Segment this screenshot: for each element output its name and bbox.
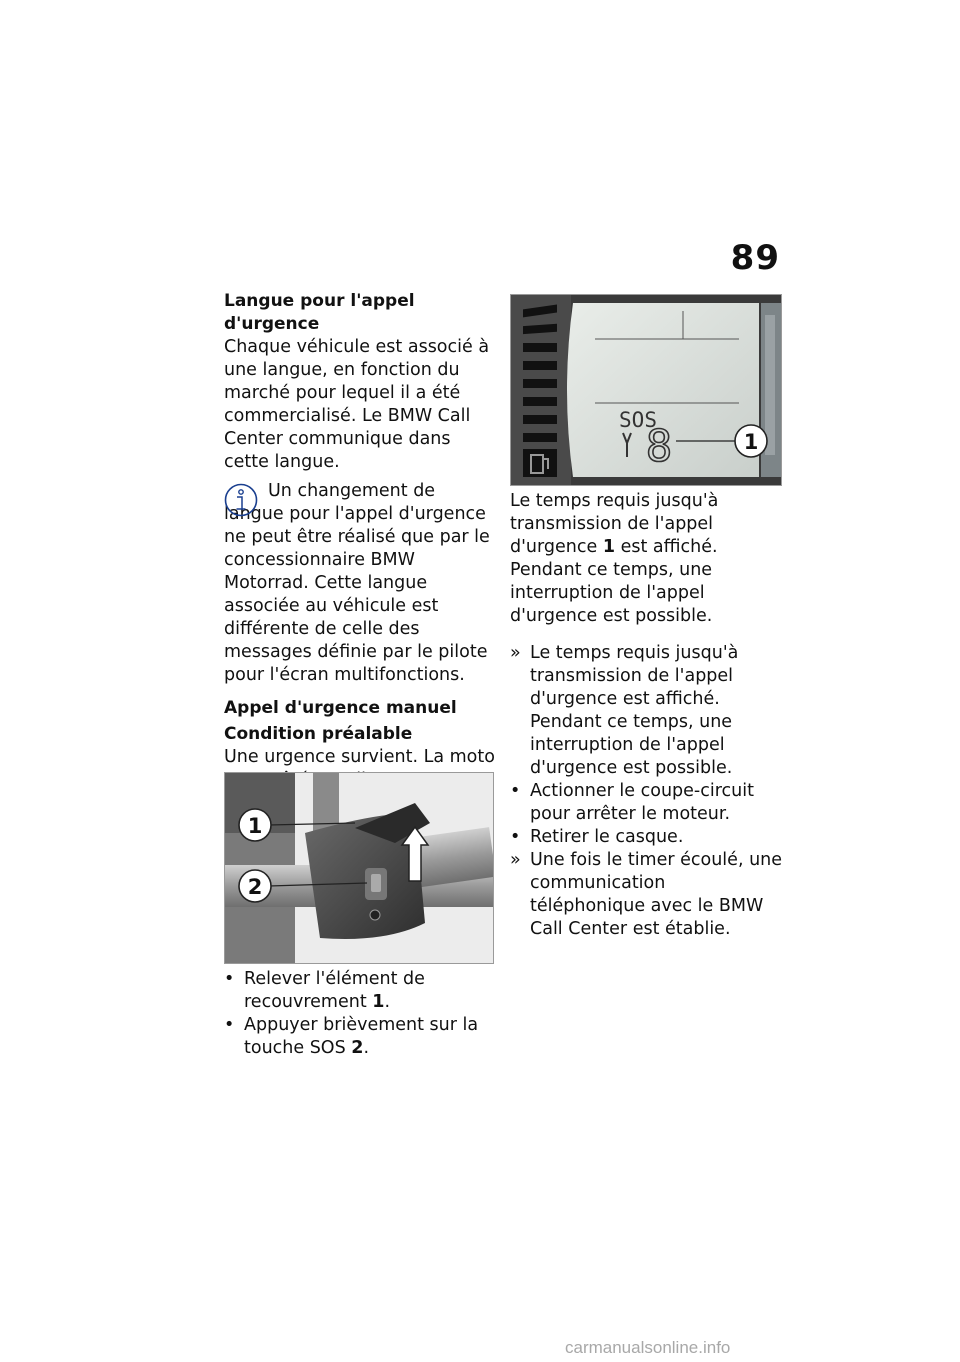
display-figure [510,294,782,486]
page-number: 89 [730,238,780,278]
callout-2: 2 [247,875,263,899]
tft-display-illustration [511,295,781,485]
handlebar-illustration [225,773,493,963]
bullet-icon: • [510,781,521,801]
paragraph-intro: Le temps requis jusqu'à transmission de l'appel d'urgence 1 est affiché. Pendant ce temps, une interruption de l'appel d'urgence est possible. [510,491,719,626]
action-steps [224,968,496,1060]
countdown-digit: 8 [645,421,673,472]
heading-langue: Langue pour l'appel d'urgence [224,291,415,334]
callout-1: 1 [743,430,759,454]
paragraph-condition: Une urgence survient. La moto [224,747,495,767]
info-note-text: Un changement de langue pour l'appel d'urgence ne peut être réalisé que par le concessionnaire BMW Motorrad. Cette langue associée au véhicule est différente de celle des messages définie par le pilote pour l'écran multifonctions. [224,481,490,685]
paragraph-langue: Chaque véhicule est associé à une langue, en fonction du marché pour lequel il a été commercialisé. Le BMW Call Center communique dans cette langue. [224,337,490,472]
result-list [510,642,782,941]
list-item: • Relever l'élément de recouvrement 1. [224,969,425,1012]
sos-label: SOS [619,408,657,432]
footer-watermark: carmanualsonline.info [565,1338,731,1357]
info-note [224,480,496,687]
result-arrow-icon: » [510,643,521,663]
result-arrow-icon: » [510,850,521,870]
bullet-icon: • [510,827,521,847]
handlebar-figure [224,772,494,964]
bullet-icon: • [224,1015,235,1035]
list-item: • Retirer le casque. [510,827,684,847]
list-item: • Actionner le coupe-circuit pour arrêter le moteur. [510,781,754,824]
bullet-icon: • [224,969,235,989]
heading-manuel: Appel d'urgence manuel [224,698,457,718]
list-item: • Appuyer brièvement sur la touche SOS 2. [224,1015,479,1058]
list-item: » Une fois le timer écoulé, une communication téléphonique avec le BMW Call Center est établie. [510,850,783,939]
left-column [224,290,496,815]
callout-1: 1 [247,814,263,838]
heading-condition: Condition préalable [224,724,413,744]
right-column [510,490,782,941]
info-icon [224,482,258,518]
list-item: » Le temps requis jusqu'à transmission de l'appel d'urgence est affiché. Pendant ce temps, une interruption de l'appel d'urgence est possible. [510,643,739,778]
